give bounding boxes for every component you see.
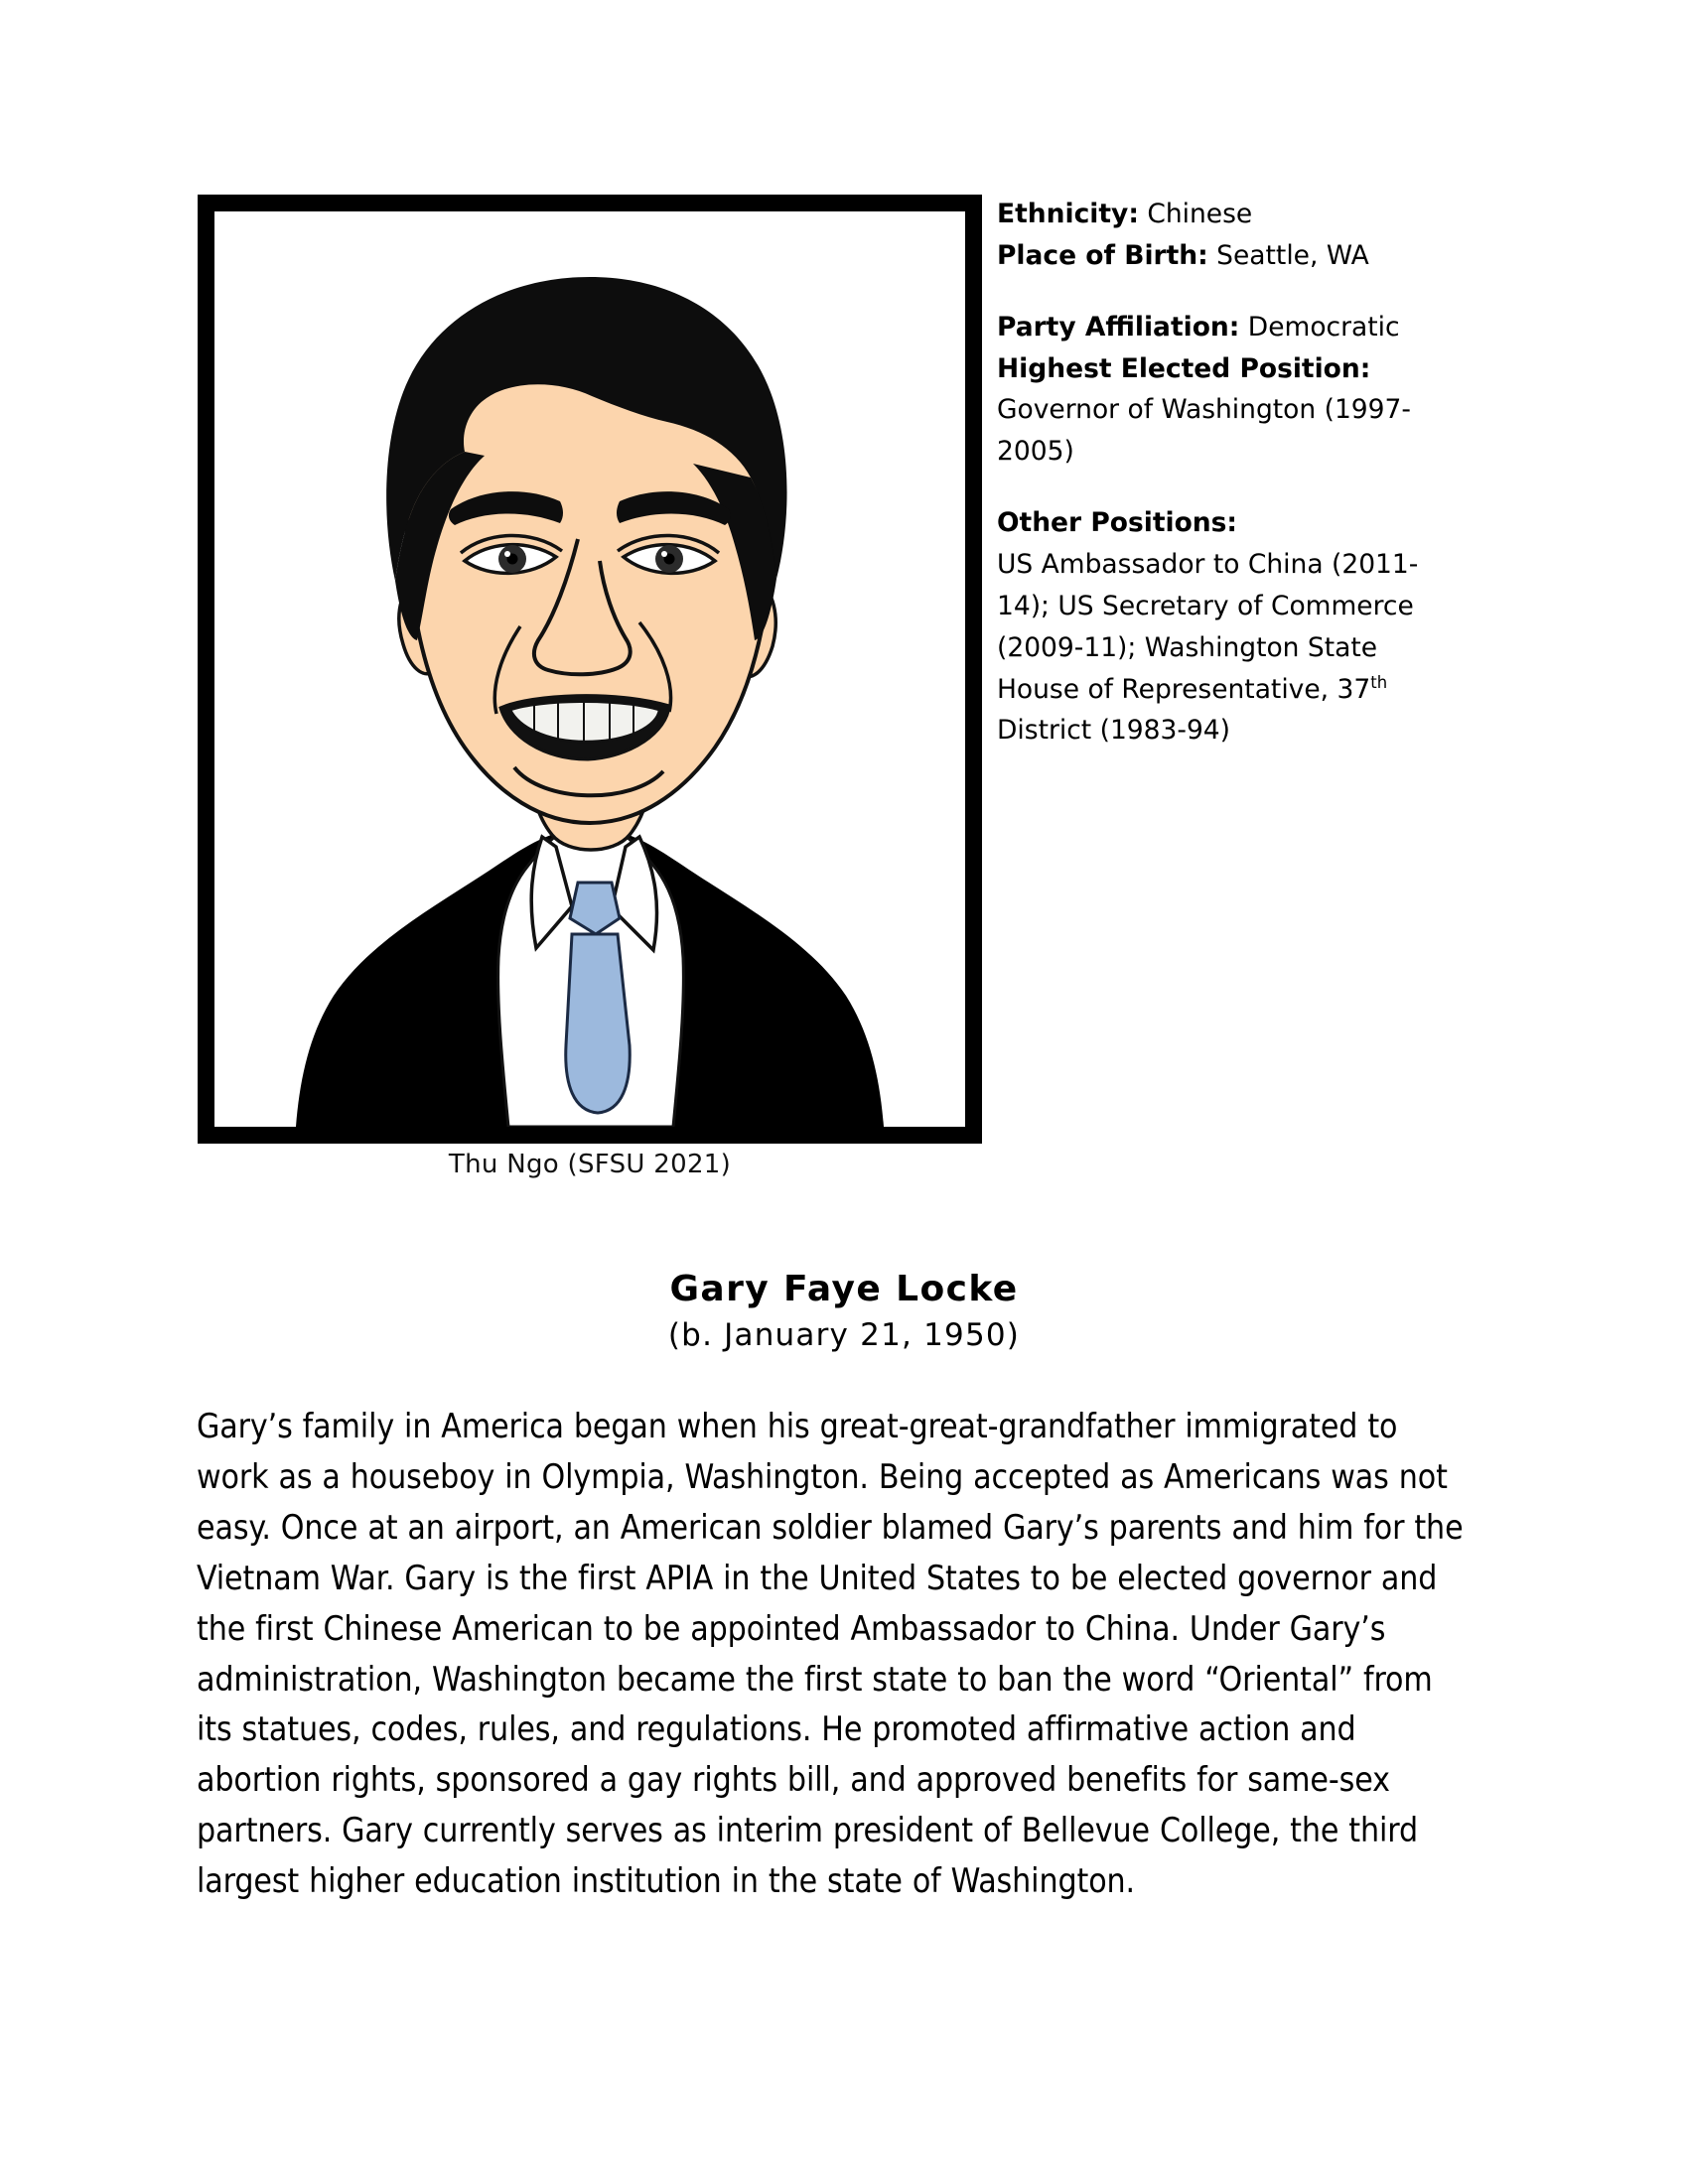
info-row-ethnicity xyxy=(997,194,1464,235)
info-group-identity xyxy=(997,194,1464,277)
info-panel xyxy=(997,194,1464,751)
info-value-party-affiliation: Democratic xyxy=(1239,311,1400,342)
info-value-place-of-birth: Seattle, WA xyxy=(1207,239,1369,271)
info-spacer-1 xyxy=(997,277,1464,307)
page-title: Gary Faye Locke xyxy=(669,1269,1019,1309)
info-spacer-2 xyxy=(997,473,1464,502)
ordinal-superscript: th xyxy=(1370,672,1388,692)
info-row-other-positions-label xyxy=(997,502,1464,544)
info-value-ethnicity: Chinese xyxy=(1138,199,1253,229)
biography-paragraph: Gary’s family in America began when his great-great-grandfather immigrated to work as a houseboy in Olympia, Washington. Being accepted as Americans was not easy. Once at an airport, an American soldier blamed Gary’s parents and him for the Vietnam War. Gary is the first APIA in the United States to be elected governor and the first Chinese American to be appointed Ambassador to China. Under Gary’s administration, Washington became the first state to ban the word “Oriental” from its statues, codes, rules, and regulations. He promoted affirmative action and abortion rights, sponsored a gay rights bill, and approved benefits for same-sex partners. Gary currently serves as interim president of Bellevue College, the third largest higher education institution in the state of Washington. xyxy=(197,1407,1464,1901)
info-label-highest-elected-position: Highest Elected Position: xyxy=(997,352,1371,384)
info-group-political xyxy=(997,307,1464,473)
info-row-highest-elected-position-label xyxy=(997,348,1464,390)
portrait-illustration-gary-locke xyxy=(214,211,965,1127)
info-label-place-of-birth: Place of Birth: xyxy=(997,239,1208,271)
portrait-block xyxy=(198,195,982,1144)
portrait-caption: Thu Ngo (SFSU 2021) xyxy=(448,1150,732,1179)
other-positions-text-part1: US Ambassador to China (2011-14); US Secretary of Commerce (2009-11); Washington State House of Representative, 37 xyxy=(997,549,1419,705)
birth-date: (b. January 21, 1950) xyxy=(667,1317,1021,1353)
info-group-other-positions xyxy=(997,502,1464,751)
info-row-place-of-birth xyxy=(997,235,1464,277)
info-label-ethnicity: Ethnicity: xyxy=(997,199,1139,229)
portrait-image xyxy=(214,211,965,1127)
info-value-highest-elected-position: Governor of Washington (1997-2005) xyxy=(997,394,1411,468)
other-positions-text-part2: District (1983-94) xyxy=(997,715,1231,747)
necktie-body xyxy=(566,934,630,1113)
info-row-party-affiliation xyxy=(997,307,1464,348)
info-label-other-positions: Other Positions: xyxy=(997,507,1238,539)
info-label-party-affiliation: Party Affiliation: xyxy=(997,311,1240,342)
info-value-other-positions xyxy=(997,544,1464,751)
subject-heading xyxy=(0,1269,1688,1353)
